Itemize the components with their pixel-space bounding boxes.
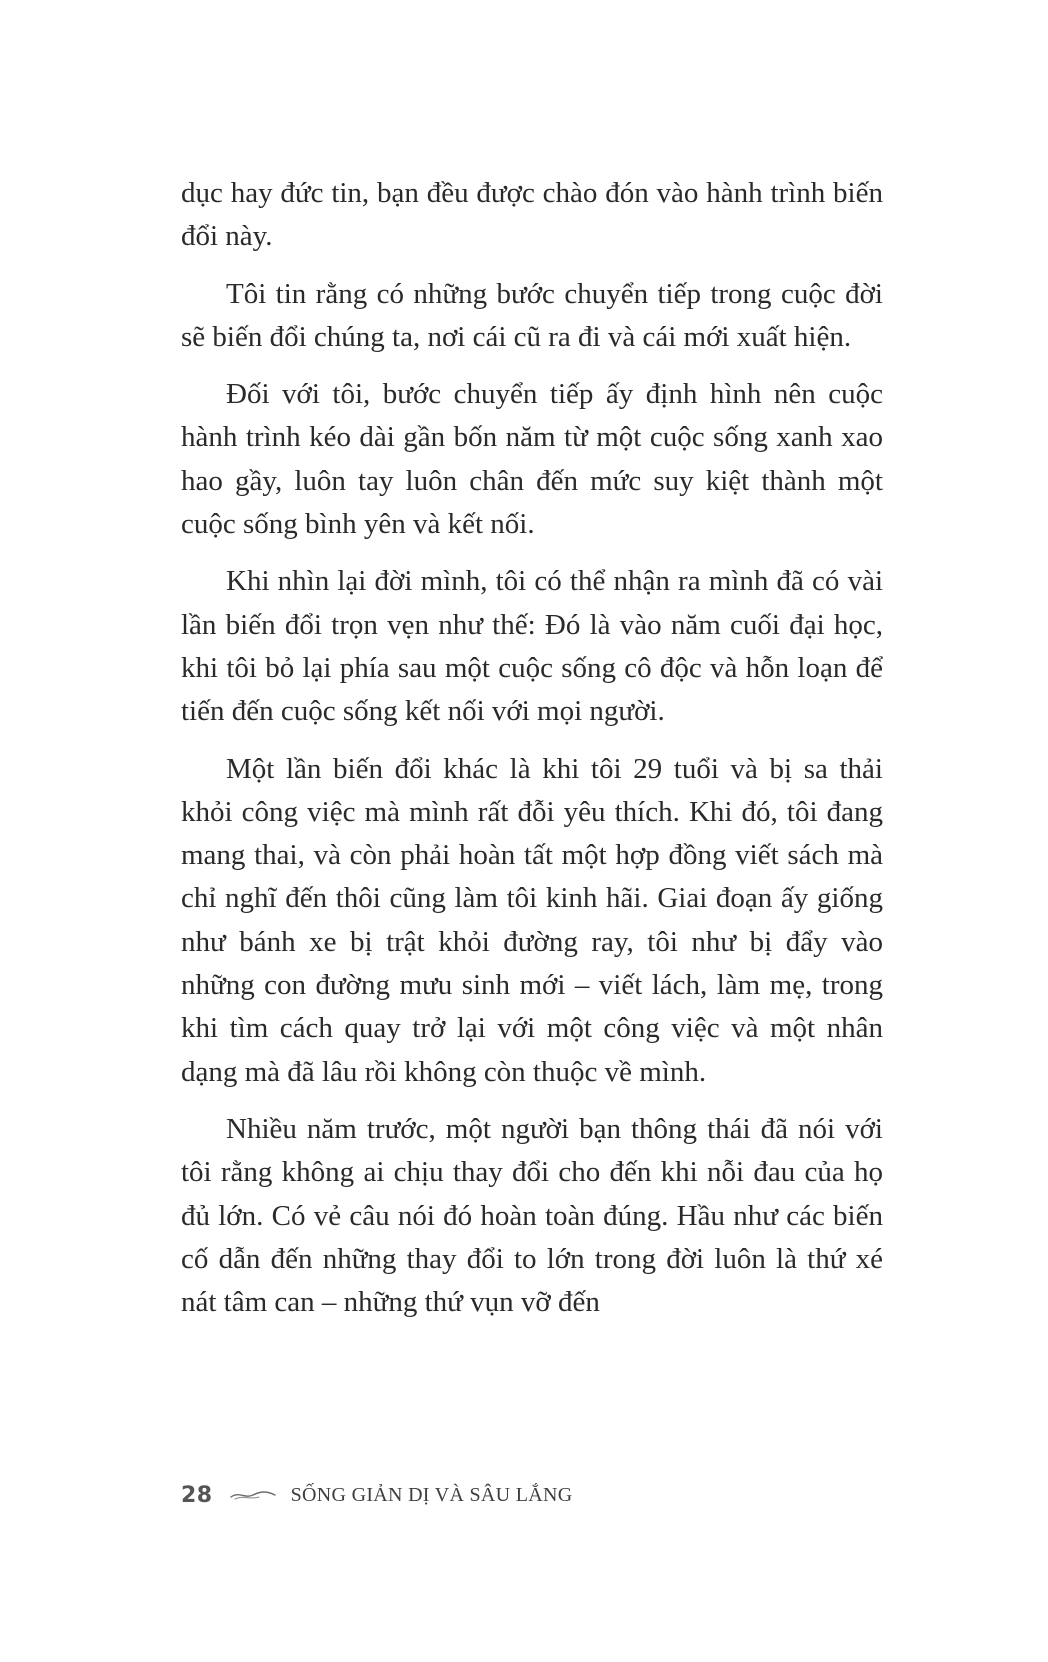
paragraph: Tôi tin rằng có những bước chuyển tiếp trong cuộc đời sẽ biến đổi chúng ta, nơi cái cũ ra đi và cái mới xuất hiện. [181, 277, 883, 353]
page-footer [181, 1478, 572, 1512]
paragraph: Khi nhìn lại đời mình, tôi có thể nhận ra mình đã có vài lần biến đổi trọn vẹn như thế: Đó là vào năm cuối đại học, khi tôi bỏ lại phía sau một cuộc sống cô độc và hỗn loạn để tiến đến cuộc sống kết nối với mọi người. [181, 565, 883, 728]
paragraph-continued: dục hay đức tin, bạn đều được chào đón vào hành trình biến đổi này. [181, 177, 883, 253]
page-number: 28 [181, 1482, 213, 1508]
paragraph: Nhiều năm trước, một người bạn thông thái đã nói với tôi rằng không ai chịu thay đổi cho đến khi nỗi đau của họ đủ lớn. Có vẻ câu nói đó hoàn toàn đúng. Hầu như các biến cố dẫn đến những thay đổi to lớn trong đời luôn là thứ xé nát tâm can – những thứ vụn vỡ đến [181, 1112, 883, 1319]
paragraph: Một lần biến đổi khác là khi tôi 29 tuổi và bị sa thải khỏi công việc mà mình rất đỗi yêu thích. Khi đó, tôi đang mang thai, và còn phải hoàn tất một hợp đồng viết sách mà chỉ nghĩ đến thôi cũng làm tôi kinh hãi. Giai đoạn ấy giống như bánh xe bị trật khỏi đường ray, tôi như bị đẩy vào những con đường mưu sinh mới – viết lách, làm mẹ, trong khi tìm cách quay trở lại với một công việc và một nhân dạng mà đã lâu rồi không còn thuộc về mình. [181, 752, 883, 1088]
paragraph: Đối với tôi, bước chuyển tiếp ấy định hình nên cuộc hành trình kéo dài gần bốn năm từ một cuộc sống xanh xao hao gầy, luôn tay luôn chân đến mức suy kiệt thành một cuộc sống bình yên và kết nối. [181, 378, 883, 541]
running-title: SỐNG GIẢN DỊ VÀ SÂU LẮNG [290, 1483, 573, 1506]
wave-ornament-icon [229, 1487, 277, 1503]
body-text [181, 172, 883, 1338]
